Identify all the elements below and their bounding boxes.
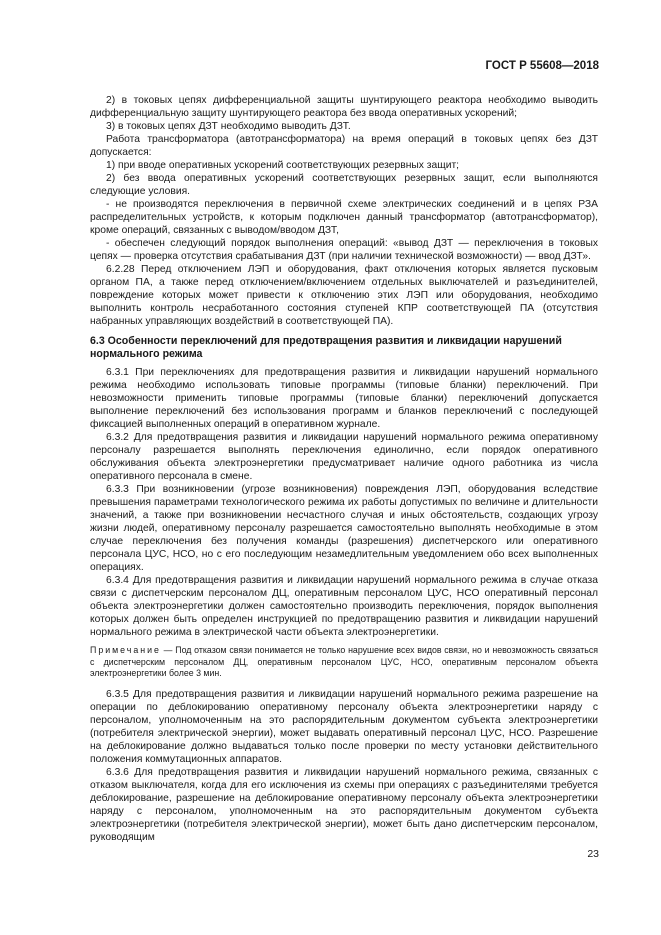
paragraph: - не производятся переключения в первичной схеме электрических соединений и в цепях РЗА распределительных устройств, к которым подключен данный трансформатор (автотрансформатор), кроме операций, связанных с выводом/вводом ДЗТ, <box>90 199 598 236</box>
paragraph: 6.3.2 Для предотвращения развития и ликвидации нарушений нормального режима оперативному персоналу разрешается выполнять переключения единолично, если порядок оперативного обслуживания объекта электроэнергетики предусматривает наличие одного работника из числа оперативного персонала в смене. <box>90 432 598 482</box>
paragraph: Работа трансформатора (автотрансформатора) на время операций в токовых цепях без ДЗТ допускается: <box>90 134 598 158</box>
paragraph: 1) при вводе оперативных ускорений соответствующих резервных защит; <box>106 160 460 171</box>
page-number: 23 <box>587 848 599 860</box>
paragraph: - обеспечен следующий порядок выполнения операций: «вывод ДЗТ — переключения в токовых цепях — проверка отсутствия срабатывания ДЗТ (при наличии технической возможности) — ввод ДЗТ». <box>90 238 598 262</box>
paragraph: 3) в токовых цепях ДЗТ необходимо выводить ДЗТ. <box>106 121 351 132</box>
paragraph: 6.3.6 Для предотвращения развития и ликвидации нарушений нормального режима, связанных с отказом выключателя, когда для его исключения из схемы при операциях с разъединителями требуется деблокирование, разрешение на деблокирование оперативному персоналу объекта электроэнергетики наряду с персоналом, уполномоченным на это распорядительным документом субъекта электроэнергетики (потребителя электрической энергии), может быть дано диспетчерским персоналом, руководящим <box>90 766 598 843</box>
section-heading: 6.3 Особенности переключений для предотвращения развития и ликвидации нарушений нормального режима <box>90 335 562 360</box>
note-label: Примечание <box>90 645 161 655</box>
document-body <box>90 94 598 844</box>
paragraph: 2) в токовых цепях дифференциальной защиты шунтирующего реактора необходимо выводить дифференциальную защиту шунтирующего реактора без ввода оперативных ускорений; <box>90 95 598 119</box>
note <box>90 645 598 680</box>
paragraph: 6.3.5 Для предотвращения развития и ликвидации нарушений нормального режима разрешение на операции по деблокированию оперативному персоналу объекта электроэнергетики наряду с персоналом, уполномоченным на это распорядительным документом субъекта электроэнергетики (потребителя электрической энергии), может выдавать оперативный персонал ЦУС, НСО. Разрешение на деблокирование должно выдаваться только после проверки по месту установки действительного положения коммутационных аппаратов. <box>90 688 598 765</box>
note-text: — Под отказом связи понимается не только нарушение всех видов связи, но и невозможность связаться с диспетчерским персоналом ДЦ, оперативным персоналом ЦУС, НСО, оперативным персоналом объекта электроэнергетики более 3 мин. <box>90 645 598 678</box>
paragraph: 6.3.3 При возникновении (угрозе возникновения) повреждения ЛЭП, оборудования вследствие превышения параметрами технологического режима их работы допустимых по величине и длительности значений, а также при возникновении несчастного случая и иных обстоятельств, создающих угрозу жизни людей, оперативному персоналу разрешается самостоятельно выполнять необходимые в этом случае переключения без получения команды (разрешения) диспетчерского или оперативного персонала ЦУС, НСО, но с его последующим незамедлительным уведомлением обо всех выполненных операциях. <box>90 484 598 573</box>
paragraph: 6.3.1 При переключениях для предотвращения развития и ликвидации нарушений нормального режима необходимо использовать типовые программы (типовые бланки) переключений. При невозможности применить типовые программы (типовые бланки) переключений допускается выполнение переключений без использования программ и бланков переключений с последующей фиксацией выполненных операций в оперативном журнале. <box>90 367 598 430</box>
paragraph: 6.3.4 Для предотвращения развития и ликвидации нарушений нормального режима в случае отказа связи с диспетчерским персоналом ДЦ, оперативным персоналом ЦУС, НСО оперативный персонал объекта электроэнергетики должен самостоятельно производить переключения, порядок выполнения которых должен быть определен инструкцией по предотвращению развития и ликвидации нарушений нормального режима в электрической части объекта электроэнергетики. <box>90 575 598 638</box>
document-header: ГОСТ Р 55608—2018 <box>485 60 599 72</box>
paragraph: 2) без ввода оперативных ускорений соответствующих резервных защит, если выполняются следующие условия. <box>90 173 598 197</box>
paragraph: 6.2.28 Перед отключением ЛЭП и оборудования, факт отключения которых является пусковым органом ПА, а также перед отключением/включением отдельных выключателей и разъединителей, повреждение которых может привести к отключению этих ЛЭП или оборудования, необходимо выполнить контроль несработанного состояния ступеней КПР соответствующей ПА (отсутствия набранных управляющих воздействий в соответствующей ПА). <box>90 264 598 327</box>
